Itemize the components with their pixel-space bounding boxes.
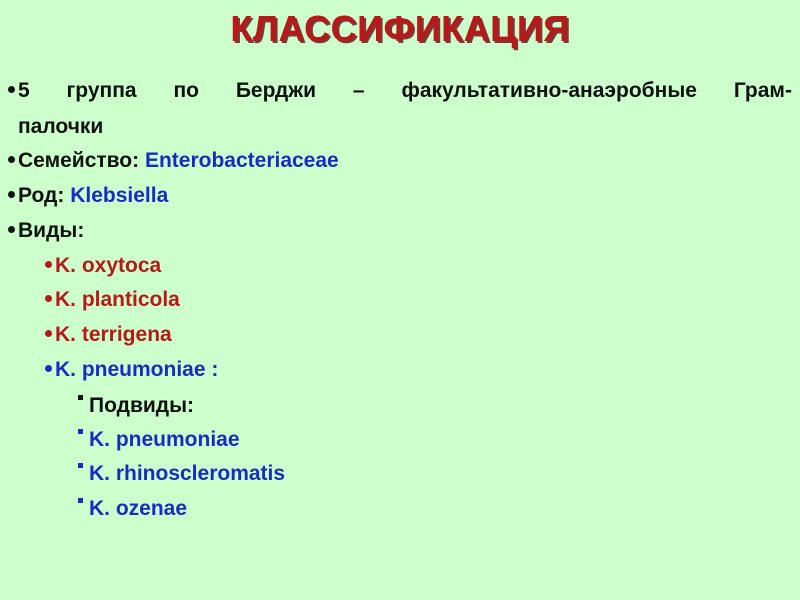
species-list-item: K. oxytoca	[45, 253, 161, 279]
bullet-icon	[45, 365, 52, 372]
bullet-icon	[45, 330, 52, 337]
group-word: факультативно-анаэробные	[401, 79, 697, 102]
genus-item	[8, 183, 168, 209]
group-word: Берджи	[235, 79, 317, 102]
species-list-item: K. pneumoniae :	[45, 357, 218, 383]
subspecies-heading: Подвиды:	[78, 393, 194, 419]
bullet-icon	[45, 295, 52, 302]
bullet-icon	[8, 226, 15, 233]
square-bullet-icon	[78, 395, 83, 400]
genus-label: Род:	[18, 184, 65, 207]
species-list-item: K. terrigena	[45, 322, 172, 348]
bullet-icon	[8, 86, 15, 93]
square-bullet-icon	[78, 498, 83, 503]
species-item	[8, 218, 84, 244]
species-list-item: K. planticola	[45, 287, 180, 313]
group-description-continuation: палочки	[18, 115, 104, 138]
square-bullet-icon	[78, 429, 83, 434]
group-description-line	[8, 78, 792, 104]
species-label: Виды:	[18, 219, 85, 242]
bullet-icon	[8, 191, 15, 198]
group-word: группа	[66, 79, 137, 102]
family-label: Семейство:	[18, 149, 140, 172]
slide-title: КЛАССИФИКАЦИЯ	[230, 8, 570, 49]
group-word: 5	[8, 78, 30, 104]
family-item	[8, 148, 339, 174]
group-word: Грам-	[733, 79, 792, 102]
bullet-icon	[45, 261, 52, 268]
family-value: Enterobacteriaceae	[144, 149, 339, 172]
subspecies-list-item: K. rhinoscleromatis	[78, 461, 285, 487]
subspecies-list-item: K. pneumoniae	[78, 427, 240, 453]
group-word: по	[173, 79, 199, 102]
genus-value: Klebsiella	[70, 184, 169, 207]
group-word: –	[352, 79, 365, 102]
bullet-icon	[8, 156, 15, 163]
subspecies-list-item: K. ozenae	[78, 496, 187, 522]
square-bullet-icon	[78, 463, 83, 468]
